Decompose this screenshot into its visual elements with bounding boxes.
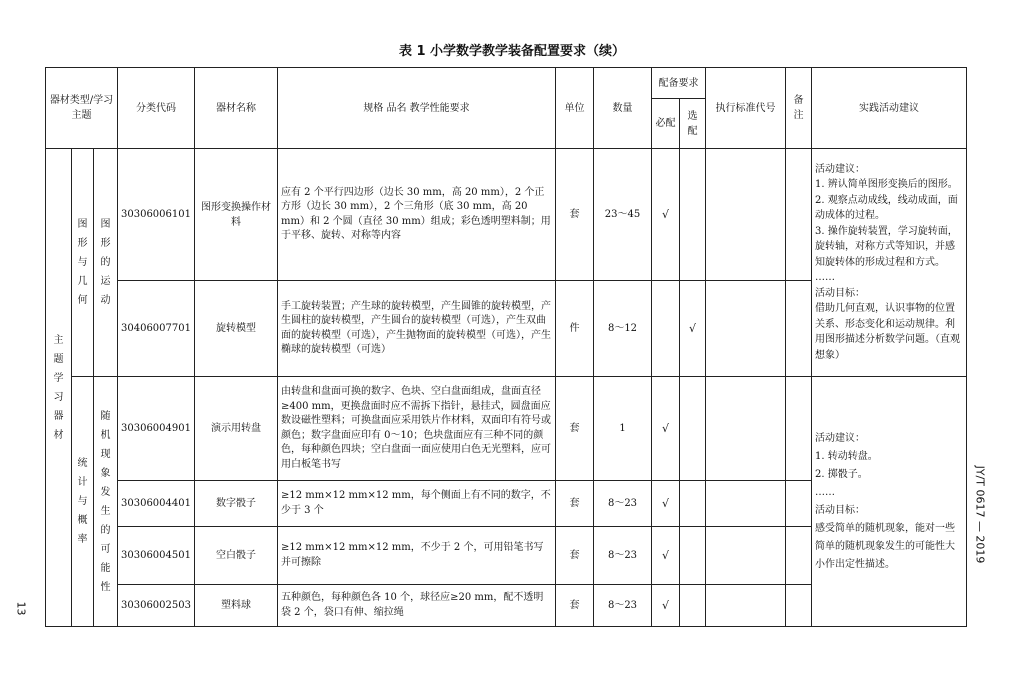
header-optional: 选配 <box>680 99 706 149</box>
header-practice: 实践活动建议 <box>812 68 967 149</box>
row-standard <box>706 527 786 585</box>
row-optional-check <box>680 585 706 627</box>
practice-line: 活动建议： <box>815 163 865 175</box>
practice-line: 活动目标： <box>815 504 865 516</box>
theme-geometry: 图 形 与 几 何 <box>72 149 94 377</box>
header-spec: 规格 品名 教学性能要求 <box>278 68 556 149</box>
category-main: 主 题 学 习 器 材 <box>46 149 72 627</box>
sub-motion: 图 形 的 运 动 <box>94 149 118 377</box>
practice-line: 感受简单的随机现象，能对一些简单的随机现象发生的可能性大小作出定性描述。 <box>815 522 955 570</box>
practice-geometry <box>812 149 967 377</box>
row-code: 30306002503 <box>118 585 195 627</box>
row-name: 旋转模型 <box>195 281 278 377</box>
theme-statistics: 统 计 与 概 率 <box>72 377 94 627</box>
row-code: 30406007701 <box>118 281 195 377</box>
header-required: 必配 <box>652 99 680 149</box>
row-note <box>786 149 812 281</box>
row-unit: 套 <box>556 585 594 627</box>
header-standard: 执行标准代号 <box>706 68 786 149</box>
row-unit: 套 <box>556 527 594 585</box>
row-spec: 手工旋转装置；产生球的旋转模型，产生圆锥的旋转模型，产生圆柱的旋转模型，产生圆台的旋转模型（可选），产生双曲面的旋转模型（可选），产生抛物面的旋转模型（可选），产生椭球的旋转模型（可选） <box>278 281 556 377</box>
row-unit: 套 <box>556 149 594 281</box>
row-optional-check <box>680 481 706 527</box>
row-standard <box>706 149 786 281</box>
practice-line: 活动建议： <box>815 432 865 444</box>
row-unit: 件 <box>556 281 594 377</box>
row-note <box>786 281 812 377</box>
row-name: 演示用转盘 <box>195 377 278 481</box>
practice-line: 活动目标： <box>815 287 865 299</box>
row-spec: 应有 2 个平行四边形（边长 30 mm，高 20 mm），2 个正方形（边长 30 mm），2 个三角形（底 30 mm，高 20 mm）和 2 个圆（直径 30 mm）组成；彩色透明塑料制；用于平移、旋转、对称等内容 <box>278 149 556 281</box>
row-qty: 23～45 <box>594 149 652 281</box>
row-optional-check: √ <box>680 281 706 377</box>
practice-line: 3. 操作旋转装置，学习旋转面，旋转轴，对称方式等知识，并感知旋转体的形成过程和方式。 <box>815 225 958 268</box>
row-spec: ≥12 mm×12 mm×12 mm，不少于 2 个，可用铅笔书写并可擦除 <box>278 527 556 585</box>
row-standard <box>706 377 786 481</box>
header-category: 器材类型/学习主题 <box>46 68 118 149</box>
practice-statistics <box>812 377 967 627</box>
header-unit: 单位 <box>556 68 594 149</box>
practice-line: …… <box>815 272 835 284</box>
row-name: 空白骰子 <box>195 527 278 585</box>
row-qty: 8～12 <box>594 281 652 377</box>
table-title: 表 1 小学数学教学装备配置要求（续） <box>398 44 626 59</box>
row-standard <box>706 585 786 627</box>
row-name: 数字骰子 <box>195 481 278 527</box>
row-note <box>786 585 812 627</box>
row-code: 30306004401 <box>118 481 195 527</box>
row-name: 图形变换操作材料 <box>195 149 278 281</box>
row-required-check: √ <box>652 527 680 585</box>
row-unit: 套 <box>556 377 594 481</box>
header-note: 备注 <box>786 68 812 149</box>
row-spec: 由转盘和盘面可换的数字、色块、空白盘面组成，盘面直径≥400 mm，更换盘面时应不需拆下指针，悬挂式，圆盘面应数设磁性塑料；可换盘面应采用铁片作材料，双面印有符号或颜色；数字盘面应印有 0～10；色块盘面应有三种不同的颜色，每种颜色四块；空白盘面一面应使用白色无光塑料，应可用白板笔书写 <box>278 377 556 481</box>
row-required-check: √ <box>652 481 680 527</box>
row-optional-check <box>680 149 706 281</box>
sub-randomness: 随 机 现 象 发 生 的 可 能 性 <box>94 377 118 627</box>
row-note <box>786 377 812 481</box>
row-spec: ≥12 mm×12 mm×12 mm，每个侧面上有不同的数字，不少于 3 个 <box>278 481 556 527</box>
row-qty: 1 <box>594 377 652 481</box>
row-qty: 8～23 <box>594 527 652 585</box>
row-required-check: √ <box>652 585 680 627</box>
practice-line: 2. 观察点动成线，线动成面，面动成体的过程。 <box>815 194 958 222</box>
row-required-check: √ <box>652 377 680 481</box>
standard-code-label: JY/T 0617 — 2019 <box>973 465 987 564</box>
row-name: 塑料球 <box>195 585 278 627</box>
practice-line: 2. 掷骰子。 <box>815 468 868 480</box>
row-code: 30306004901 <box>118 377 195 481</box>
header-qty: 数量 <box>594 68 652 149</box>
practice-line: 借助几何直观，认识事物的位置关系、形态变化和运动规律。利用图形描述分析数学问题。（直观想象） <box>815 303 960 361</box>
row-optional-check <box>680 377 706 481</box>
row-unit: 套 <box>556 481 594 527</box>
row-optional-check <box>680 527 706 585</box>
row-required-check <box>652 281 680 377</box>
row-qty: 8～23 <box>594 481 652 527</box>
row-code: 30306006101 <box>118 149 195 281</box>
practice-line: 1. 辨认简单图形变换后的图形。 <box>815 179 958 191</box>
row-standard <box>706 481 786 527</box>
row-note <box>786 481 812 527</box>
row-note <box>786 527 812 585</box>
row-spec: 五种颜色，每种颜色各 10 个，球径应≥20 mm，配不透明袋 2 个，袋口有伸、缩拉绳 <box>278 585 556 627</box>
row-standard <box>706 281 786 377</box>
header-config: 配备要求 <box>652 68 706 99</box>
row-qty: 8～23 <box>594 585 652 627</box>
equipment-table <box>45 67 967 627</box>
page-number: 13 <box>14 601 28 616</box>
practice-line: …… <box>815 486 835 498</box>
row-code: 30306004501 <box>118 527 195 585</box>
header-name: 器材名称 <box>195 68 278 149</box>
row-required-check: √ <box>652 149 680 281</box>
header-code: 分类代码 <box>118 68 195 149</box>
practice-line: 1. 转动转盘。 <box>815 450 878 462</box>
